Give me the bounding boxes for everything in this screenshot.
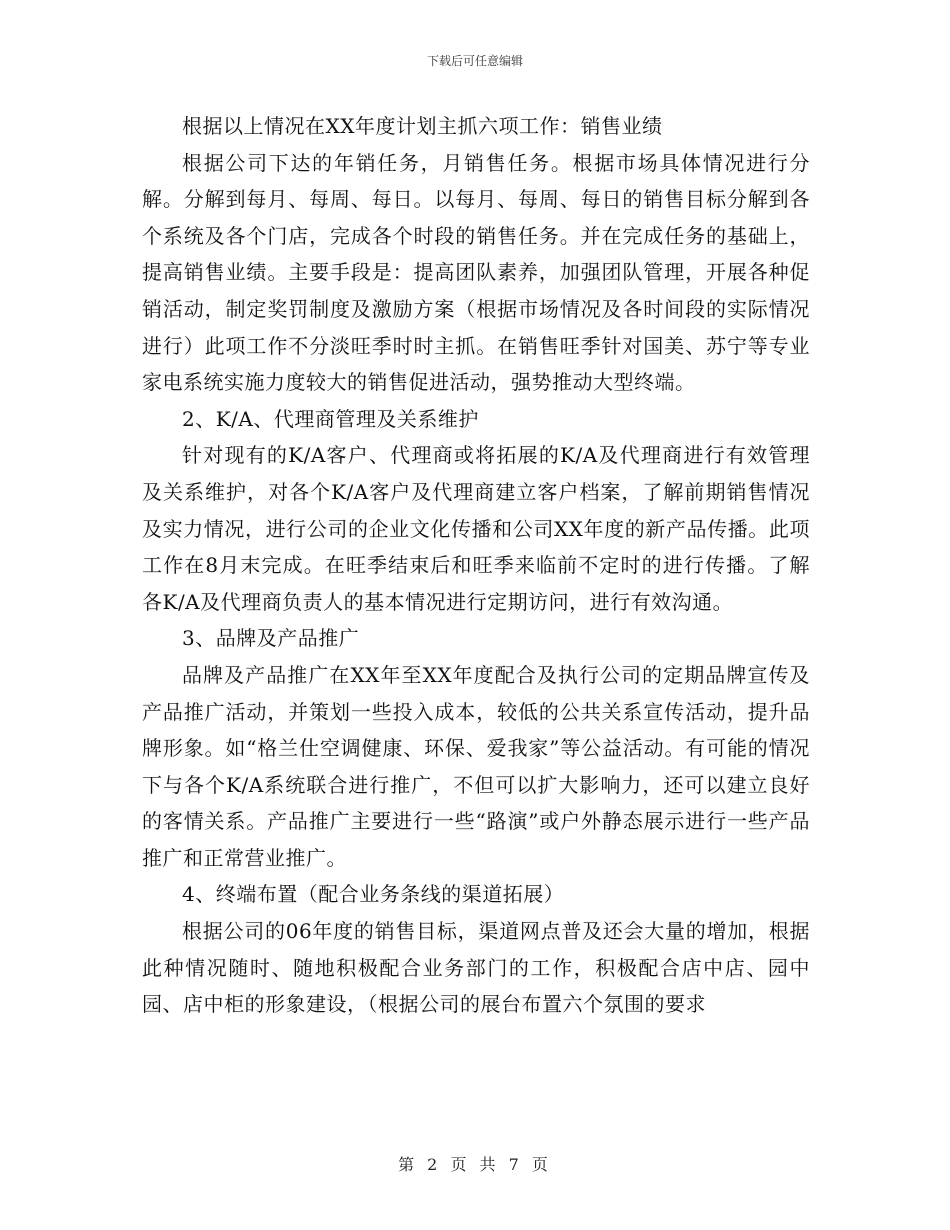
paragraph-terminal-layout: 根据公司的06年度的销售目标，渠道网点普及还会大量的增加，根据此种情况随时、随地积极配合业务部门的工作，积极配合店中店、园中园、店中柜的形象建设，（根据公司的展台布置六个氛围的要求	[142, 919, 810, 1017]
paragraph-brand-promotion: 品牌及产品推广在XX年至XX年度配合及执行公司的定期品牌宣传及产品推广活动，并策划一些投入成本，较低的公共关系宣传活动，提升品牌形象。如“格兰仕空调健康、环保、爱我家”等公益活动。有可能的情况下与各个K/A系统联合进行推广，不但可以扩大影响力，还可以建立良好的客情关系。产品推广主要进行一些“路演”或户外静态展示进行一些产品推广和正常营业推广。	[142, 662, 810, 870]
page-header: 下载后可任意编辑	[426, 54, 523, 68]
heading-brand-promotion: 3、品牌及产品推广	[182, 626, 360, 651]
paragraph-sales-performance: 根据公司下达的年销任务，月销售任务。根据市场具体情况进行分解。分解到每月、每周、每日。以每月、每周、每日的销售目标分解到各个系统及各个门店，完成各个时段的销售任务。并在完成任务的基础上，提高销售业绩。主要手段是：提高团队素养，加强团队管理，开展各种促销活动，制定奖罚制度及激励方案（根据市场情况及各时间段的实际情况进行）此项工作不分淡旺季时时主抓。在销售旺季针对国美、苏宁等专业家电系统实施力度较大的销售促进活动，强势推动大型终端。	[142, 150, 810, 395]
document-body	[142, 108, 810, 1023]
page-footer: 第 2 页 共 7 页	[398, 1155, 552, 1174]
paragraph-intro: 根据以上情况在XX年度计划主抓六项工作：销售业绩	[182, 114, 663, 138]
heading-ka-agent-management: 2、K/A、代理商管理及关系维护	[182, 406, 479, 431]
paragraph-ka-agent-management: 针对现有的K/A客户、代理商或将拓展的K/A及代理商进行有效管理及关系维护，对各个K/A客户及代理商建立客户档案，了解前期销售情况及实力情况，进行公司的企业文化传播和公司XX年度的新产品传播。此项工作在8月末完成。在旺季结束后和旺季来临前不定时的进行传播。了解各K/A及代理商负责人的基本情况进行定期访问，进行有效沟通。	[142, 443, 810, 614]
heading-terminal-layout: 4、终端布置（配合业务条线的渠道拓展）	[182, 882, 565, 907]
